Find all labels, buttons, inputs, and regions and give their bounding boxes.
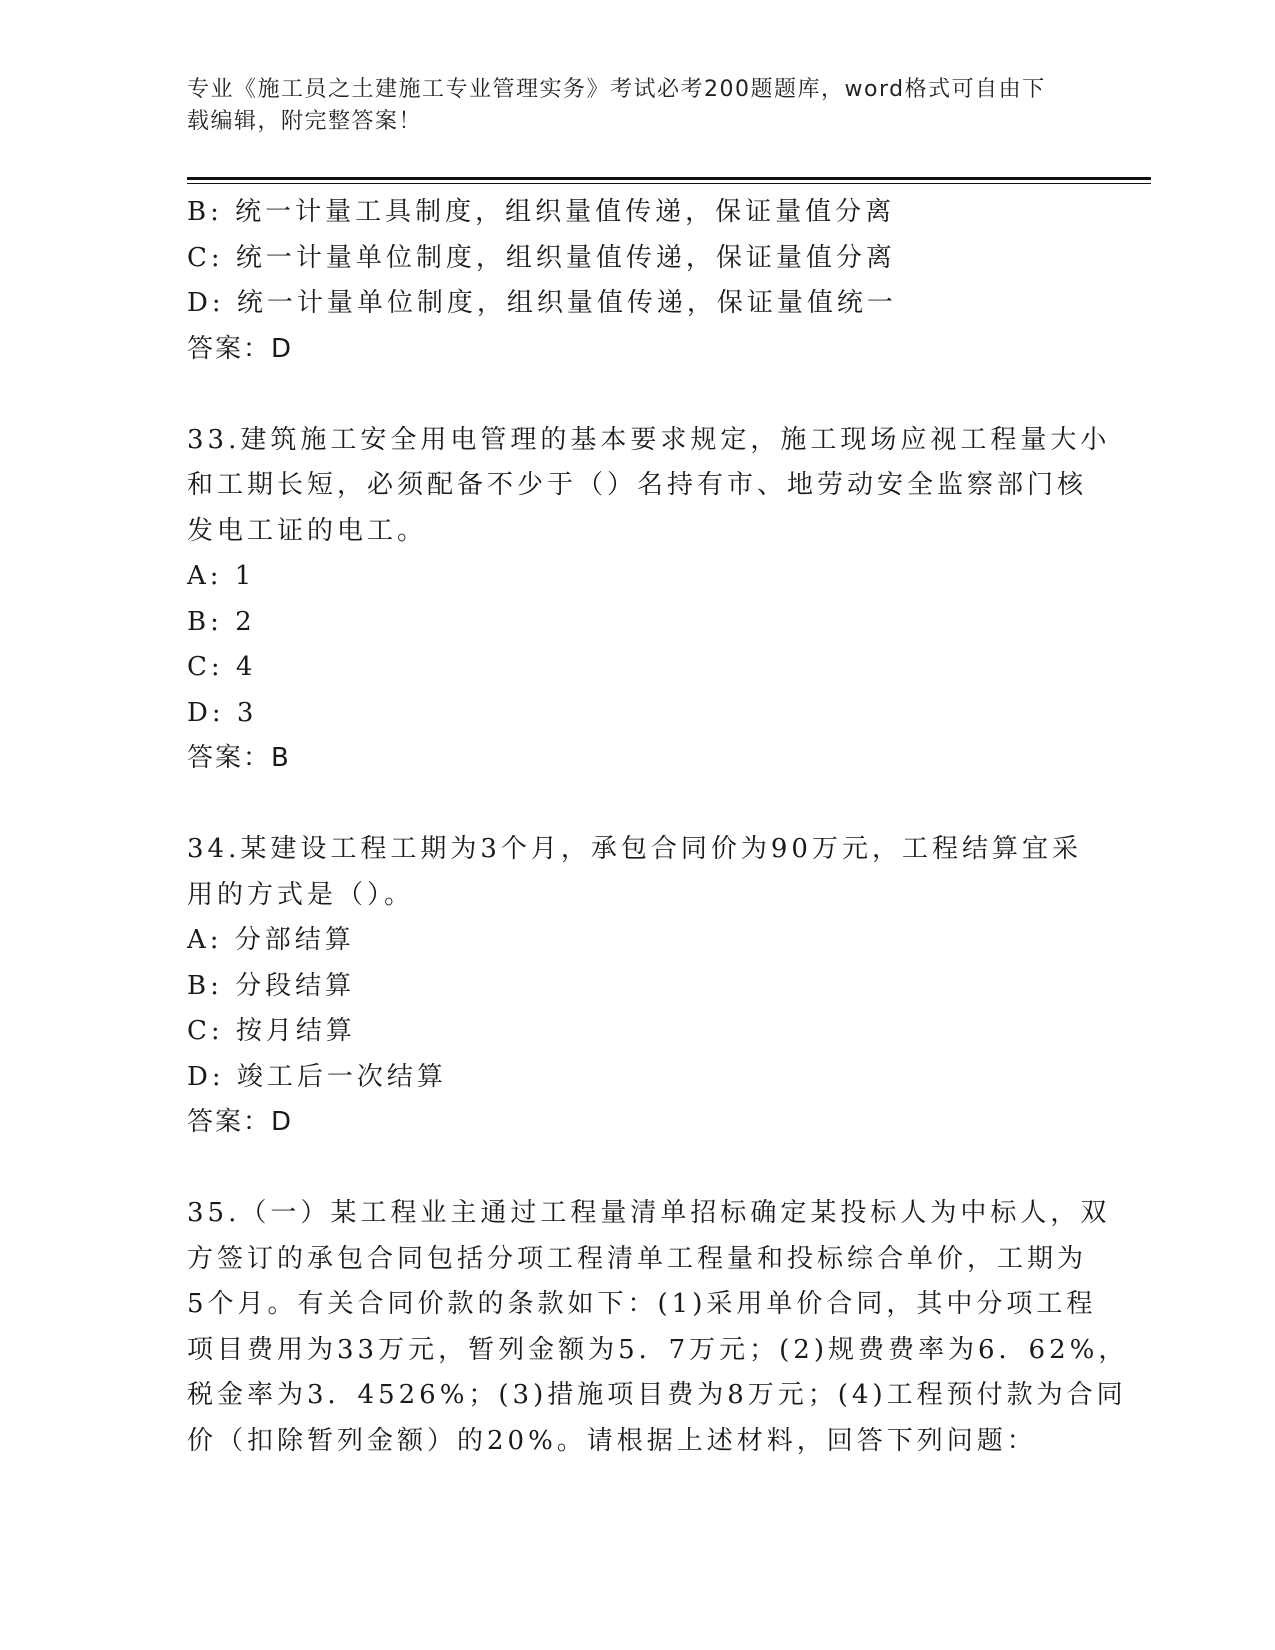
spacer <box>187 372 1087 418</box>
option-a: A: 1 <box>187 561 256 591</box>
question-34 <box>187 827 1087 1146</box>
question-32-tail <box>187 190 1087 372</box>
option-c: C: 4 <box>187 652 257 682</box>
option-d: D: 竣工后一次结算 <box>187 1061 447 1092</box>
question-text-line: 价（扣除暂列金额）的20%。请根据上述材料，回答下列问题： <box>187 1425 1037 1456</box>
question-text-line: 和工期长短，必须配备不少于（）名持有市、地劳动安全监察部门核 <box>187 470 1088 500</box>
spacer <box>187 1146 1087 1192</box>
option-a: A: 分部结算 <box>187 925 355 955</box>
header-divider-thin <box>187 183 1151 184</box>
question-text-line: 用的方式是（）。 <box>187 879 415 910</box>
option-d: D: 统一计量单位制度，组织量值传递，保证量值统一 <box>187 288 897 318</box>
header-text: 专业《施工员之土建施工专业管理实务》考试必考200题题库，word格式可自由下载编辑，附完整答案！ <box>187 77 1046 134</box>
option-b: B: 统一计量工具制度，组织量值传递，保证量值分离 <box>187 197 896 227</box>
option-c: C: 统一计量单位制度，组织量值传递，保证量值分离 <box>187 242 896 273</box>
question-text-line: 发电工证的电工。 <box>187 515 428 546</box>
question-text-line: 项目费用为33万元，暂列金额为5．7万元；(2)规费费率为6．62%， <box>187 1334 1129 1365</box>
question-text-line: 35.（一）某工程业主通过工程量清单招标确定某投标人为中标人，双 <box>187 1198 1111 1228</box>
option-b: B: 2 <box>187 606 256 637</box>
question-text-line: 方签订的承包合同包括分项工程清单工程量和投标综合单价，工期为 <box>187 1243 1088 1274</box>
document-header <box>187 74 1067 138</box>
spacer <box>187 782 1087 828</box>
question-33 <box>187 418 1111 782</box>
question-35 <box>187 1191 1129 1464</box>
answer: 答案：D <box>187 333 294 364</box>
question-text-line: 33.建筑施工安全用电管理的基本要求规定，施工现场应视工程量大小 <box>187 424 1111 455</box>
question-text-line: 税金率为3．4526%；(3)措施项目费为8万元；(4)工程预付款为合同 <box>187 1380 1127 1410</box>
question-text-line: 5个月。有关合同价款的条款如下：(1)采用单价合同，其中分项工程 <box>187 1289 1097 1319</box>
document-body <box>187 190 1129 1464</box>
answer: 答案：D <box>187 1107 294 1137</box>
header-divider-thick <box>187 177 1151 180</box>
option-d: D: 3 <box>187 697 258 728</box>
option-c: C: 按月结算 <box>187 1016 356 1046</box>
question-text-line: 34.某建设工程工期为3个月，承包合同价为90万元，工程结算宜采 <box>187 834 1082 864</box>
answer: 答案：B <box>187 743 291 773</box>
option-b: B: 分段结算 <box>187 970 356 1001</box>
